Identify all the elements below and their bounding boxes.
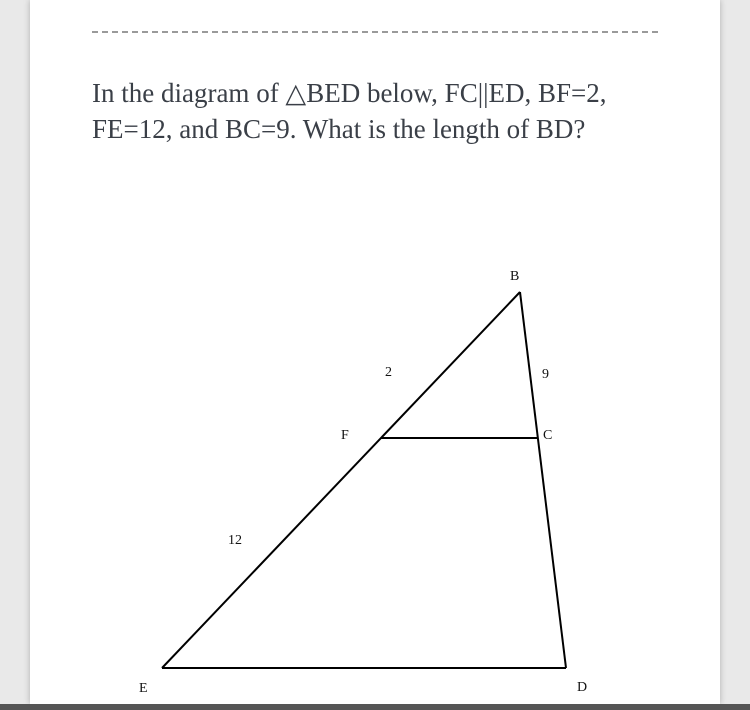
length-label-fe: 12 xyxy=(228,533,242,548)
length-label-bf: 2 xyxy=(385,365,392,380)
vertex-label-e: E xyxy=(139,681,148,696)
side-be xyxy=(162,292,520,668)
bottom-bar xyxy=(0,704,750,710)
question-text: In the diagram of △BED below, FC||ED, BF=2, FE=12, and BC=9. What is the length of BD? xyxy=(92,78,607,144)
point-label-f: F xyxy=(341,428,349,443)
length-label-bc: 9 xyxy=(542,367,549,382)
point-label-c: C xyxy=(543,428,553,443)
vertex-label-d: D xyxy=(577,680,588,695)
vertex-label-b: B xyxy=(510,269,520,284)
side-bd xyxy=(520,292,566,668)
